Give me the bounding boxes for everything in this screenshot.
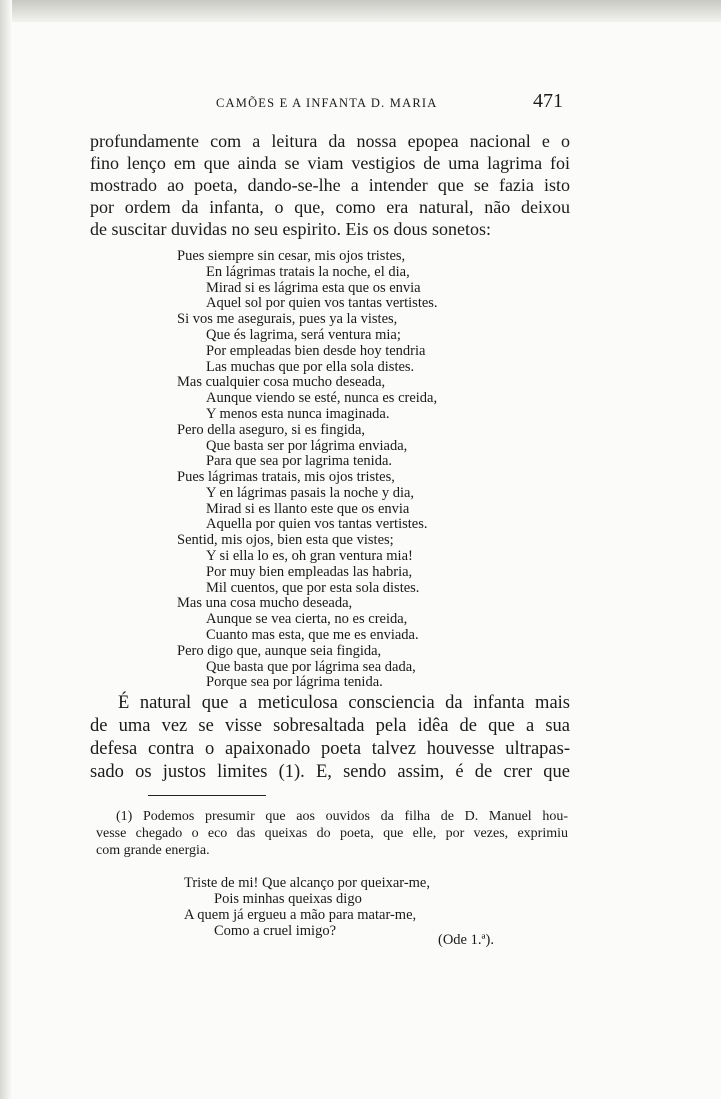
verse-line: Las muchas que por ella sola distes. (206, 358, 415, 375)
verse-line: Y si ella lo es, oh gran ventura mia! (206, 547, 413, 564)
verse-line: Por muy bien empleadas las habria, (206, 563, 413, 580)
sonnet-2 (177, 470, 427, 691)
page-number: 471 (533, 90, 563, 112)
text-line: É natural que a meticulosa consciencia da infanta mais (118, 693, 570, 713)
verse-line: Aquel sol por quien vos tantas vertistes. (206, 295, 438, 312)
verse-line: Pues siempre sin cesar, mis ojos tristes, (177, 248, 406, 264)
footnote-citation: (Ode 1.ª). (438, 932, 494, 948)
sonnet-1 (177, 249, 438, 470)
text-line: de suscitar duvidas no seu espirito. Eis os dous sonetos: (90, 219, 491, 239)
text-line: por ordem da infanta, o que, como era natural, não deixou (90, 197, 570, 217)
text-line: defesa contra o apaixonado poeta talvez houvesse ultrapas- (90, 739, 570, 759)
verse-line: Pois minhas queixas digo (214, 891, 362, 907)
verse-line: Pero della aseguro, si es fingida, (177, 421, 366, 438)
verse-line: Aquella por quien vos tantas vertistes. (206, 516, 428, 533)
text-line: de uma vez se visse sobresaltada pela idêa de que a sua (90, 716, 570, 736)
verse-line: A quem já ergueu a mão para matar-me, (184, 907, 417, 923)
footnote-line: (1) Podemos presumir que aos ouvidos da filha de D. Manuel hou- (116, 809, 568, 824)
verse-line: Que és lagrima, será ventura mia; (206, 326, 401, 343)
paragraph-1 (90, 130, 570, 240)
paragraph-2 (90, 692, 570, 784)
verse-line: Porque sea por lágrima tenida. (206, 674, 383, 691)
verse-line: Mas cualquier cosa mucho deseada, (177, 374, 386, 391)
verse-line: Cuanto mas esta, que me es enviada. (206, 626, 419, 643)
verse-line: Aunque se vea cierta, no es creida, (206, 611, 408, 628)
verse-line: Triste de mi! Que alcanço por queixar-me, (184, 875, 430, 891)
verse-line: Y menos esta nunca imaginada. (206, 405, 390, 422)
verse-line: Que basta que por lágrima sea dada, (206, 658, 416, 675)
text-line: sado os justos limites (1). E, sendo assim, é de crer que (90, 762, 570, 782)
text-line: profundamente com a leitura da nossa epopea nacional e o (90, 131, 570, 151)
verse-line: Para que sea por lagrima tenida. (206, 453, 393, 470)
verse-line: Por empleadas bien desde hoy tendria (206, 342, 426, 359)
binding-shadow (0, 0, 12, 1099)
footnote (96, 808, 568, 859)
verse-line: Pues lágrimas tratais, mis ojos tristes, (177, 469, 395, 485)
verse-line: Si vos me asegurais, pues ya la vistes, (177, 311, 398, 328)
page-edge-shadow (0, 0, 721, 22)
verse-line: Mas una cosa mucho deseada, (177, 595, 353, 612)
verse-line: Mil cuentos, que por esta sola distes. (206, 579, 420, 596)
footnote-verse (184, 875, 430, 939)
running-head: CAMÕES E A INFANTA D. MARIA (216, 96, 438, 110)
footnote-separator (148, 795, 266, 796)
text-line: mostrado ao poeta, dando-se-lhe a intender que se fazia isto (90, 175, 570, 195)
text-line: fino lenço em que ainda se viam vestigios de uma lagrima foi (90, 153, 570, 173)
verse-line: Mirad si es lágrima esta que os envia (206, 279, 421, 296)
verse-line: Mirad si es llanto este que os envia (206, 500, 410, 517)
verse-line: Pero digo que, aunque seia fingida, (177, 642, 382, 659)
verse-line: Como a cruel imigo? (214, 923, 337, 939)
footnote-line: com grande energia. (96, 843, 210, 858)
footnote-line: vesse chegado o eco das queixas do poeta, que elle, por vezes, exprimiu (96, 826, 568, 841)
verse-line: Que basta ser por lágrima enviada, (206, 437, 408, 454)
verse-line: Sentid, mis ojos, bien esta que vistes; (177, 532, 394, 549)
verse-line: En lágrimas tratais la noche, el dia, (206, 263, 410, 280)
verse-line: Y en lágrimas pasais la noche y dia, (206, 484, 415, 501)
verse-line: Aunque viendo se esté, nunca es creida, (206, 390, 438, 407)
